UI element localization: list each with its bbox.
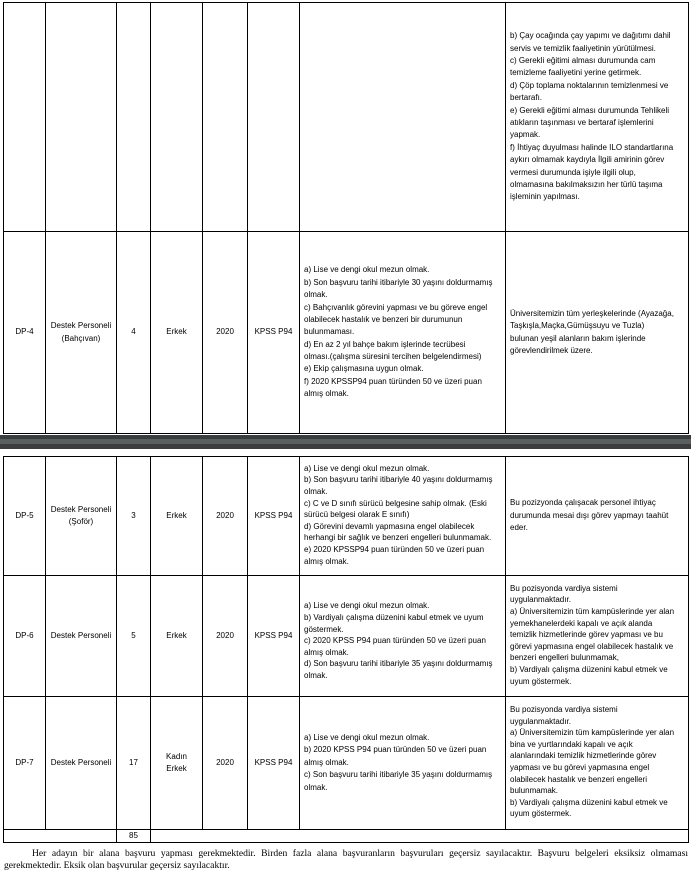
desc-line: servis ve temizlik faaliyetinin yürütülmesi. <box>510 43 656 53</box>
table-row-dp4 <box>4 232 689 434</box>
cell-code: DP-5 <box>4 457 46 576</box>
qual-line: f) 2020 KPSSP94 puan türünden 50 ve üzeri puan <box>304 376 482 386</box>
qual-line: almış olmak. <box>304 647 349 657</box>
cell-qualifications <box>300 3 506 232</box>
positions-table-top <box>3 2 689 434</box>
qual-line: almış olmak. <box>304 757 349 767</box>
desc-line: yemekhanelerdeki kapalı ve açık alanda <box>510 618 653 628</box>
desc-line: Bu pozisyonda vardiya sistemi <box>510 583 618 593</box>
qual-line: olmak. <box>304 290 328 300</box>
qual-line: olabilecek hastalık ve benzeri bir durumunun <box>304 314 463 324</box>
qual-line: c) Son başvuru tarihi itibariyle 35 yaşını doldurmamış <box>304 770 493 780</box>
qual-line: göstermek. <box>304 624 344 634</box>
desc-line: d) Çöp toplama noktalarının temizlenmesi ve <box>510 80 669 90</box>
footer-text: Her adayın bir alana başvuru yapması gerekmektedir. Birden fazla alana başvuranların başvuruları geçersiz sayılacaktır. Başvuru belgeleri eksiksiz olmaması gerekmektedir. Eksik olan başvurular geçersiz sayılacaktır. <box>4 848 688 871</box>
desc-line: aykırı olmamak kaydıyla İlgili amirinin görev <box>510 155 665 165</box>
desc-line: görevlendirilmek üzere. <box>510 345 593 355</box>
qual-line: e) 2020 KPSSP94 puan türünden 50 ve üzeri puan <box>304 544 485 554</box>
desc-line: b) Çay ocağında çay yapımı ve dağıtımı dahil <box>510 31 671 41</box>
cell-count: 17 <box>117 697 151 830</box>
desc-line: vermesi durumunda işiyle ilgili olup, <box>510 167 636 177</box>
desc-line: bina ve yurtlarındaki kapalı ve açık <box>510 739 633 749</box>
desc-line: uygulanmaktadır. <box>510 716 571 726</box>
desc-line: bulunan yeşil alanların bakım işlerinde <box>510 333 646 343</box>
cell-description <box>506 697 689 830</box>
cell-position: Destek Personeli <box>46 697 117 830</box>
desc-line: görevi yapmasına engel olabilecek hastalık ve <box>510 641 674 651</box>
footer-note <box>4 848 688 872</box>
table-row-total <box>4 830 689 843</box>
cell-year: 2020 <box>203 232 248 434</box>
desc-line: uyum göstermek. <box>510 676 572 686</box>
desc-line: a) Üniversitemizin tüm kampüslerinde yer alan <box>510 607 675 617</box>
position-role: (Bahçıvan) <box>61 333 101 343</box>
cell-year: 2020 <box>203 576 248 697</box>
desc-line: c) Gerekli eğitimi alması durumunda cam <box>510 56 656 66</box>
cell-count: 4 <box>117 232 151 434</box>
position-name: Destek Personeli <box>50 321 112 331</box>
desc-line: temizlik hizmetlerinde görev yapması ve bu <box>510 630 663 640</box>
cell-position: Destek Personeli <box>46 576 117 697</box>
qual-line: c) C ve D sınıfı sürücü belgesine sahip olmak. (Eski <box>304 498 487 508</box>
cell-count: 3 <box>117 457 151 576</box>
qual-line: a) Lise ve dengi okul mezun olmak. <box>304 463 430 473</box>
desc-line: durumunda mesai dışı görev yapmayı taahüt <box>510 510 669 520</box>
desc-line: temizleme faaliyetini yerine getirmek. <box>510 68 642 78</box>
qual-line: almış olmak. <box>304 556 349 566</box>
cell-qualifications <box>300 232 506 434</box>
desc-line: Bu pozisyonda vardiya sistemi <box>510 705 618 715</box>
desc-line: Bu pozizyonda çalışacak personel ihtiyaç <box>510 498 656 508</box>
qual-line: d) Son başvuru tarihi itibariyle 35 yaşını doldurmamış <box>304 659 493 669</box>
cell-gender: Erkek <box>151 576 203 697</box>
qual-line: olmak. <box>304 487 328 497</box>
qual-line: a) Lise ve dengi okul mezun olmak. <box>304 733 430 743</box>
qual-line: b) Vardiyalı çalışma düzenini kabul etmek ve uyum <box>304 613 484 623</box>
cell-kpss: KPSS P94 <box>248 457 300 576</box>
qual-line: olması.(çalışma süresini tercihen belgelendirmesi) <box>304 352 482 362</box>
desc-line: yapması ve bu görevi yapmasına engel <box>510 763 650 772</box>
qual-line: c) Bahçıvanlık görevini yapması ve bu göreve engel <box>304 302 488 312</box>
cell-kpss: KPSS P94 <box>248 697 300 830</box>
table-row-continuation <box>4 3 689 232</box>
page-break-band-inner <box>0 439 691 444</box>
cell-description <box>506 232 689 434</box>
desc-line: b) Vardiyalı çalışma düzenini kabul etmek ve <box>510 664 668 674</box>
qual-line: b) 2020 KPSS P94 puan türünden 50 ve üzeri puan <box>304 745 487 755</box>
desc-line: uyum göstermek. <box>510 809 572 819</box>
cell-description <box>506 3 689 232</box>
qual-line: e) Ekip çalışmasına uygun olmak. <box>304 364 424 374</box>
positions-table-bottom <box>3 456 689 843</box>
page-break-band <box>0 435 691 449</box>
cell-total-count: 85 <box>117 830 151 843</box>
cell-gender <box>151 3 203 232</box>
desc-line: atıkların taşınması ve bertaraf işlemlerini <box>510 118 654 127</box>
cell-description <box>506 576 689 697</box>
desc-line: benzeri engelleri bulunmamak, <box>510 653 619 663</box>
cell-count: 5 <box>117 576 151 697</box>
cell-total-rest <box>151 830 689 843</box>
desc-line: olabilecek hastalık ve benzeri engelleri <box>510 774 647 784</box>
cell-qualifications <box>300 697 506 830</box>
cell-code: DP-4 <box>4 232 46 434</box>
qual-line: olmak. <box>304 670 328 680</box>
position-role: (Şoför) <box>68 517 94 526</box>
qual-line: d) En az 2 yıl bahçe bakım işlerinde tecrübesi <box>304 339 466 349</box>
cell-gender: Erkek <box>151 457 203 576</box>
desc-line: b) Vardiyalı çalışma düzenini kabul etmek ve <box>510 797 668 807</box>
desc-line: bertarafı. <box>510 93 543 103</box>
cell-year <box>203 3 248 232</box>
cell-description <box>506 457 689 576</box>
desc-line: Taşkışla,Maçka,Gümüşsuyu ve Tuzla) <box>510 321 645 331</box>
desc-line: olmamasına bakılmaksızın her türlü taşıma <box>510 179 663 189</box>
cell-gender <box>151 697 203 830</box>
cell-qualifications <box>300 576 506 697</box>
qual-line: a) Lise ve dengi okul mezun olmak. <box>304 265 430 275</box>
table-row-dp5 <box>4 457 689 576</box>
cell-year: 2020 <box>203 697 248 830</box>
desc-line: yapmak. <box>510 130 541 140</box>
cell-position <box>46 457 117 576</box>
desc-line: f) İhtiyaç duyulması halinde ILO standartlarına <box>510 142 674 152</box>
table-row-dp6 <box>4 576 689 697</box>
desc-line: işleminin yapılması. <box>510 192 580 202</box>
qual-line: b) Son başvuru tarihi itibariyle 40 yaşını doldurmamış <box>304 475 493 485</box>
cell-code <box>4 3 46 232</box>
qual-line: c) 2020 KPSS P94 puan türünden 50 ve üzeri puan <box>304 636 486 646</box>
qual-line: sürücü belgesi olarak E sınıfı) <box>304 510 410 520</box>
gender-female: Kadın <box>166 752 187 762</box>
cell-position <box>46 3 117 232</box>
desc-line: alanlarındaki temizlik hizmetlerinde görev <box>510 751 657 761</box>
cell-kpss: KPSS P94 <box>248 576 300 697</box>
qual-line: almış olmak. <box>304 389 349 399</box>
desc-line: eder. <box>510 523 528 533</box>
desc-line: uygulanmaktadır. <box>510 595 571 605</box>
cell-position <box>46 232 117 434</box>
cell-code: DP-6 <box>4 576 46 697</box>
desc-line: bulunmamak. <box>510 786 559 796</box>
qual-line: a) Lise ve dengi okul mezun olmak. <box>304 601 430 611</box>
desc-line: a) Üniversitemizin tüm kampüslerinde yer alan <box>510 728 675 738</box>
qual-line: d) Görevini devamlı yapmasına engel olabilecek <box>304 521 475 531</box>
cell-kpss <box>248 3 300 232</box>
cell-year: 2020 <box>203 457 248 576</box>
desc-line: Üniversitemizin tüm yerleşkelerinde (Ayazağa, <box>510 308 674 318</box>
cell-count <box>117 3 151 232</box>
cell-total-label <box>4 830 117 843</box>
table-row-dp7 <box>4 697 689 830</box>
cell-qualifications <box>300 457 506 576</box>
qual-line: bulunmaması. <box>304 327 355 337</box>
qual-line: b) Son başvuru tarihi itibariyle 30 yaşını doldurmamış <box>304 277 493 287</box>
gender-male: Erkek <box>166 764 187 773</box>
position-name: Destek Personeli <box>50 505 112 515</box>
cell-code: DP-7 <box>4 697 46 830</box>
qual-line: herhangi bir sağlık ve benzeri engelleri bulunmamak. <box>304 533 492 543</box>
cell-gender: Erkek <box>151 232 203 434</box>
cell-kpss: KPSS P94 <box>248 232 300 434</box>
desc-line: e) Gerekli eğitimi alması durumunda Tehlikeli <box>510 105 670 115</box>
qual-line: olmak. <box>304 782 328 792</box>
